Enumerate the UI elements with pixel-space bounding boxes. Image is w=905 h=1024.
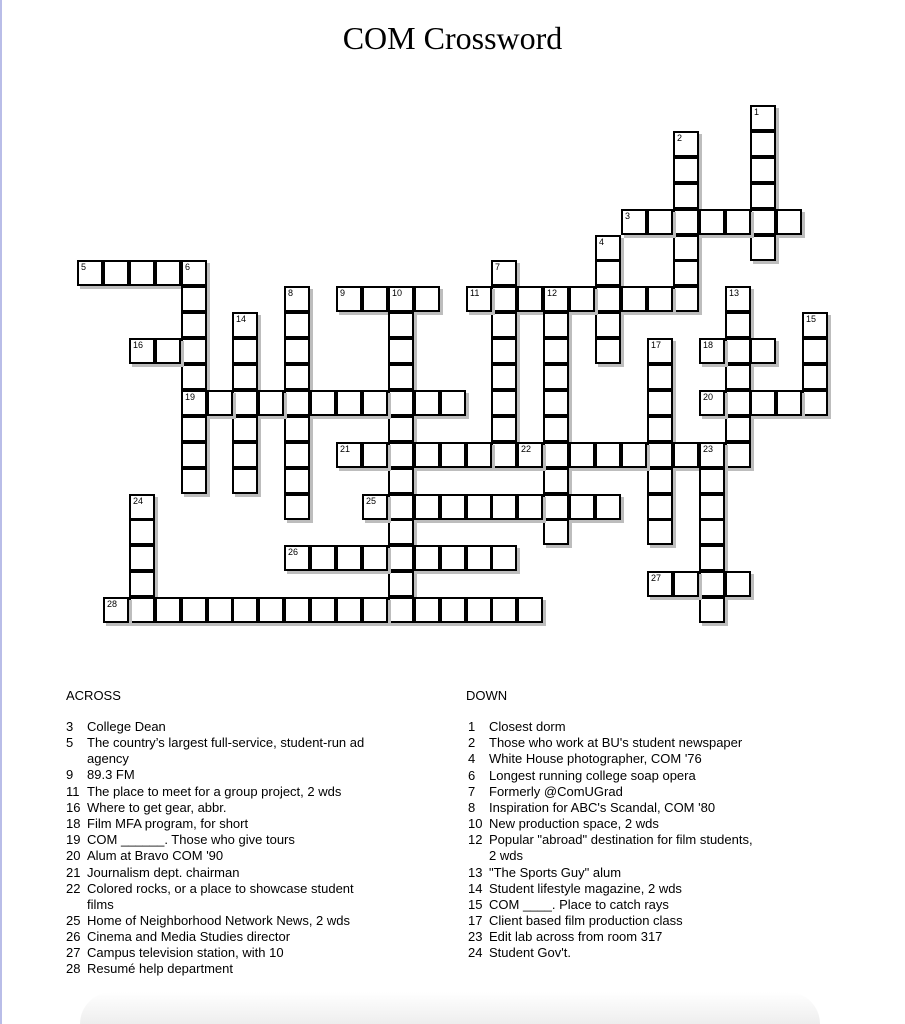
cell-number: 6: [185, 262, 191, 272]
grid-cell[interactable]: [750, 235, 776, 261]
cell-number: 8: [288, 288, 294, 298]
clue-text: Student lifestyle magazine, 2 wds: [489, 880, 682, 896]
down-clue-2: [468, 735, 758, 751]
cell-number: 25: [366, 496, 377, 506]
grid-cell[interactable]: [699, 338, 725, 364]
grid-cell[interactable]: [232, 390, 258, 416]
grid-cell[interactable]: [129, 519, 155, 545]
grid-cell[interactable]: [284, 597, 310, 623]
grid-cell[interactable]: [569, 442, 595, 468]
grid-cell[interactable]: [466, 494, 492, 520]
clue-number: 26: [66, 929, 81, 945]
grid-cell[interactable]: [155, 597, 181, 623]
clue-number: 3: [66, 719, 74, 734]
grid-cell[interactable]: [543, 338, 569, 364]
clue-number: 2: [468, 735, 476, 751]
grid-cell[interactable]: [284, 312, 310, 338]
clue-number: 1: [468, 719, 476, 734]
clue-number: 16: [66, 799, 81, 815]
grid-cell[interactable]: [595, 235, 621, 261]
grid-cell[interactable]: [750, 131, 776, 157]
grid-cell[interactable]: [725, 312, 751, 338]
grid-cell[interactable]: [103, 597, 129, 623]
grid-cell[interactable]: [725, 416, 751, 442]
grid-cell[interactable]: [647, 416, 673, 442]
grid-cell[interactable]: [673, 571, 699, 597]
grid-cell[interactable]: [310, 545, 336, 571]
clue-number: 18: [66, 815, 81, 831]
grid-cell[interactable]: [77, 260, 103, 286]
grid-cell[interactable]: [284, 416, 310, 442]
grid-cell[interactable]: [414, 286, 440, 312]
cell-number: 2: [677, 133, 683, 143]
clue-number: 17: [468, 913, 483, 929]
down-clue-13: [468, 865, 758, 881]
cell-number: 21: [340, 444, 351, 454]
clue-number: 6: [468, 767, 476, 783]
grid-cell[interactable]: [491, 416, 517, 442]
grid-cell[interactable]: [181, 468, 207, 494]
grid-cell[interactable]: [647, 442, 673, 468]
grid-cell[interactable]: [129, 545, 155, 571]
down-clue-8: [468, 800, 758, 816]
grid-cell[interactable]: [155, 260, 181, 286]
grid-cell[interactable]: [543, 312, 569, 338]
grid-cell[interactable]: [388, 364, 414, 390]
grid-cell[interactable]: [284, 286, 310, 312]
down-clue-1: [468, 719, 758, 735]
grid-cell[interactable]: [491, 494, 517, 520]
grid-cell[interactable]: [543, 519, 569, 545]
grid-cell[interactable]: [750, 209, 776, 235]
grid-cell[interactable]: [129, 260, 155, 286]
across-clue-18: [66, 816, 366, 832]
grid-cell[interactable]: [388, 519, 414, 545]
grid-cell[interactable]: [491, 597, 517, 623]
clue-text: Campus television station, with 10: [87, 945, 284, 961]
across-clue-11: [66, 784, 366, 800]
clue-number: 24: [468, 945, 483, 961]
cell-number: 13: [729, 288, 740, 298]
grid-cell[interactable]: [440, 494, 466, 520]
across-clue-19: [66, 832, 366, 848]
grid-cell[interactable]: [414, 597, 440, 623]
cell-number: 17: [651, 340, 662, 350]
grid-cell[interactable]: [181, 260, 207, 286]
grid-cell[interactable]: [725, 364, 751, 390]
cell-number: 15: [806, 314, 817, 324]
across-clue-21: [66, 865, 366, 881]
grid-cell[interactable]: [543, 416, 569, 442]
clue-number: 19: [66, 832, 81, 848]
clue-number: 23: [468, 929, 483, 945]
grid-cell[interactable]: [647, 209, 673, 235]
grid-cell[interactable]: [673, 235, 699, 261]
grid-cell[interactable]: [284, 442, 310, 468]
clue-text: COM ____. Place to catch rays: [489, 896, 669, 912]
grid-cell[interactable]: [517, 494, 543, 520]
clue-text: Edit lab across from room 317: [489, 929, 663, 945]
grid-cell[interactable]: [673, 442, 699, 468]
grid-cell[interactable]: [129, 338, 155, 364]
grid-cell[interactable]: [621, 209, 647, 235]
grid-cell[interactable]: [647, 571, 673, 597]
cell-number: 1: [754, 107, 760, 117]
across-heading: ACROSS: [66, 688, 121, 703]
clue-number: 25: [66, 912, 81, 928]
across-clue-16: [66, 800, 366, 816]
grid-cell[interactable]: [673, 183, 699, 209]
grid-cell[interactable]: [440, 390, 466, 416]
cell-number: 28: [107, 599, 118, 609]
grid-cell[interactable]: [569, 286, 595, 312]
grid-cell[interactable]: [595, 286, 621, 312]
grid-cell[interactable]: [491, 338, 517, 364]
grid-cell[interactable]: [129, 571, 155, 597]
grid-cell[interactable]: [388, 571, 414, 597]
grid-cell[interactable]: [750, 105, 776, 131]
grid-cell[interactable]: [207, 390, 233, 416]
clue-number: 8: [468, 799, 476, 815]
grid-cell[interactable]: [543, 494, 569, 520]
grid-cell[interactable]: [725, 390, 751, 416]
clue-text: Alum at Bravo COM '90: [87, 848, 224, 864]
grid-cell[interactable]: [440, 597, 466, 623]
grid-cell[interactable]: [725, 286, 751, 312]
cell-number: 19: [185, 392, 196, 402]
down-clue-15: [468, 897, 758, 913]
clue-number: 20: [66, 848, 81, 864]
clue-text: Cinema and Media Studies director: [87, 929, 291, 945]
grid-cell[interactable]: [543, 286, 569, 312]
grid-cell[interactable]: [699, 468, 725, 494]
grid-cell[interactable]: [181, 338, 207, 364]
clue-number: 13: [468, 864, 483, 880]
grid-cell[interactable]: [647, 364, 673, 390]
grid-cell[interactable]: [232, 597, 258, 623]
across-clue-20: [66, 848, 366, 864]
grid-cell[interactable]: [621, 286, 647, 312]
grid-cell[interactable]: [440, 442, 466, 468]
grid-cell[interactable]: [258, 597, 284, 623]
grid-cell[interactable]: [543, 442, 569, 468]
grid-cell[interactable]: [362, 494, 388, 520]
clue-number: 28: [66, 961, 81, 977]
cell-number: 12: [547, 288, 558, 298]
grid-cell[interactable]: [699, 597, 725, 623]
grid-cell[interactable]: [362, 286, 388, 312]
grid-cell[interactable]: [802, 312, 828, 338]
grid-cell[interactable]: [647, 494, 673, 520]
clue-text: COM ______. Those who give tours: [87, 832, 295, 848]
grid-cell[interactable]: [647, 338, 673, 364]
cell-number: 27: [651, 573, 662, 583]
grid-cell[interactable]: [750, 390, 776, 416]
clue-number: 14: [468, 880, 483, 896]
cell-number: 22: [521, 444, 532, 454]
clue-number: 15: [468, 896, 483, 912]
grid-cell[interactable]: [647, 286, 673, 312]
grid-cell[interactable]: [129, 494, 155, 520]
grid-cell[interactable]: [232, 338, 258, 364]
grid-cell[interactable]: [750, 183, 776, 209]
down-heading: DOWN: [466, 688, 508, 703]
grid-cell[interactable]: [181, 312, 207, 338]
grid-cell[interactable]: [232, 442, 258, 468]
clue-text: The place to meet for a group project, 2 wds: [87, 783, 342, 799]
clue-text: Journalism dept. chairman: [87, 864, 240, 880]
grid-cell[interactable]: [491, 364, 517, 390]
clue-text: "The Sports Guy" alum: [489, 864, 622, 880]
clue-text: Film MFA program, for short: [87, 815, 249, 831]
grid-cell[interactable]: [699, 209, 725, 235]
grid-cell[interactable]: [517, 286, 543, 312]
grid-cell[interactable]: [129, 597, 155, 623]
grid-cell[interactable]: [595, 442, 621, 468]
grid-cell[interactable]: [802, 364, 828, 390]
grid-cell[interactable]: [673, 286, 699, 312]
clue-number: 10: [468, 816, 483, 832]
clue-text: Those who work at BU's student newspaper: [489, 735, 743, 751]
grid-cell[interactable]: [336, 442, 362, 468]
grid-cell[interactable]: [440, 545, 466, 571]
down-clue-10: [468, 816, 758, 832]
clue-number: 9: [66, 767, 74, 783]
grid-cell[interactable]: [699, 545, 725, 571]
across-clue-22: [66, 881, 366, 913]
down-clue-14: [468, 881, 758, 897]
grid-cell[interactable]: [388, 390, 414, 416]
cell-number: 24: [133, 496, 144, 506]
grid-cell[interactable]: [725, 209, 751, 235]
across-clue-list: [66, 719, 366, 978]
clue-text: Closest dorm: [489, 719, 566, 734]
grid-cell[interactable]: [414, 390, 440, 416]
grid-cell[interactable]: [336, 390, 362, 416]
grid-cell[interactable]: [181, 390, 207, 416]
grid-cell[interactable]: [491, 545, 517, 571]
grid-cell[interactable]: [181, 416, 207, 442]
grid-cell[interactable]: [466, 597, 492, 623]
clue-text: Student Gov't.: [489, 945, 571, 961]
across-clue-3: [66, 719, 366, 735]
grid-cell[interactable]: [362, 390, 388, 416]
grid-cell[interactable]: [699, 571, 725, 597]
cell-number: 5: [81, 262, 87, 272]
cell-number: 18: [703, 340, 714, 350]
across-clue-28: [66, 961, 366, 977]
grid-cell[interactable]: [673, 131, 699, 157]
grid-cell[interactable]: [414, 494, 440, 520]
down-clue-6: [468, 768, 758, 784]
grid-cell[interactable]: [388, 468, 414, 494]
clue-number: 5: [66, 735, 74, 751]
grid-cell[interactable]: [466, 442, 492, 468]
grid-cell[interactable]: [802, 338, 828, 364]
clue-text: Home of Neighborhood Network News, 2 wds: [87, 912, 351, 928]
grid-cell[interactable]: [336, 286, 362, 312]
cell-number: 9: [340, 288, 346, 298]
clue-text: 89.3 FM: [87, 767, 135, 783]
clue-number: 22: [66, 880, 81, 896]
grid-cell[interactable]: [284, 494, 310, 520]
grid-cell[interactable]: [388, 416, 414, 442]
grid-cell[interactable]: [725, 338, 751, 364]
grid-cell[interactable]: [725, 442, 751, 468]
grid-cell[interactable]: [569, 494, 595, 520]
clue-text: Client based film production class: [489, 913, 683, 929]
grid-cell[interactable]: [232, 468, 258, 494]
grid-cell[interactable]: [284, 390, 310, 416]
grid-cell[interactable]: [776, 390, 802, 416]
cell-number: 11: [470, 288, 480, 298]
down-clue-24: [468, 945, 758, 961]
cell-number: 26: [288, 547, 299, 557]
cell-number: 16: [133, 340, 144, 350]
grid-cell[interactable]: [621, 442, 647, 468]
grid-cell[interactable]: [336, 597, 362, 623]
clue-number: 21: [66, 864, 81, 880]
clue-text: White House photographer, COM '76: [489, 751, 702, 767]
grid-cell[interactable]: [491, 442, 517, 468]
grid-cell[interactable]: [181, 364, 207, 390]
clue-number: 7: [468, 783, 476, 799]
clue-text: The country’s largest full-service, student-run ad agency: [87, 735, 365, 767]
grid-cell[interactable]: [181, 286, 207, 312]
grid-cell[interactable]: [232, 364, 258, 390]
grid-cell[interactable]: [802, 390, 828, 416]
clue-text: Resumé help department: [87, 961, 233, 977]
clue-number: 4: [468, 751, 476, 767]
clue-text: Longest running college soap opera: [489, 767, 696, 783]
down-clue-7: [468, 784, 758, 800]
grid-cell[interactable]: [388, 494, 414, 520]
grid-cell[interactable]: [699, 390, 725, 416]
grid-cell[interactable]: [362, 597, 388, 623]
grid-cell[interactable]: [699, 494, 725, 520]
grid-cell[interactable]: [673, 157, 699, 183]
grid-cell[interactable]: [362, 442, 388, 468]
grid-cell[interactable]: [699, 519, 725, 545]
grid-cell[interactable]: [750, 338, 776, 364]
down-clue-list: [468, 719, 758, 962]
cell-number: 23: [703, 444, 714, 454]
grid-cell[interactable]: [517, 597, 543, 623]
clue-number: 27: [66, 945, 81, 961]
cell-number: 14: [236, 314, 247, 324]
grid-cell[interactable]: [673, 260, 699, 286]
grid-cell[interactable]: [543, 468, 569, 494]
grid-cell[interactable]: [466, 286, 492, 312]
grid-cell[interactable]: [647, 519, 673, 545]
grid-cell[interactable]: [543, 390, 569, 416]
grid-cell[interactable]: [543, 364, 569, 390]
grid-cell[interactable]: [595, 338, 621, 364]
grid-cell[interactable]: [181, 442, 207, 468]
across-clue-5: [66, 735, 366, 767]
grid-cell[interactable]: [776, 209, 802, 235]
page-title: COM Crossword: [342, 20, 563, 56]
grid-cell[interactable]: [647, 390, 673, 416]
grid-cell[interactable]: [647, 468, 673, 494]
grid-cell[interactable]: [258, 390, 284, 416]
across-clue-27: [66, 945, 366, 961]
grid-cell[interactable]: [388, 545, 414, 571]
grid-cell[interactable]: [284, 338, 310, 364]
grid-cell[interactable]: [284, 468, 310, 494]
grid-cell[interactable]: [491, 390, 517, 416]
cell-number: 3: [625, 211, 631, 221]
cell-number: 7: [495, 262, 501, 272]
clue-number: 12: [468, 832, 483, 848]
grid-cell[interactable]: [388, 286, 414, 312]
clue-text: Popular "abroad" destination for film students, 2 wds: [489, 832, 753, 864]
clue-number: 11: [66, 783, 80, 799]
down-clue-12: [468, 832, 758, 864]
grid-cell[interactable]: [336, 545, 362, 571]
cell-number: 4: [599, 237, 605, 247]
grid-cell[interactable]: [388, 442, 414, 468]
grid-cell[interactable]: [414, 442, 440, 468]
grid-cell[interactable]: [595, 260, 621, 286]
clue-text: Colored rocks, or a place to showcase student films: [87, 880, 354, 912]
grid-cell[interactable]: [750, 157, 776, 183]
clue-text: New production space, 2 wds: [489, 816, 659, 832]
cell-number: 20: [703, 392, 714, 402]
across-clue-9: [66, 767, 366, 783]
grid-cell[interactable]: [595, 312, 621, 338]
grid-cell[interactable]: [466, 545, 492, 571]
grid-cell[interactable]: [362, 545, 388, 571]
bottom-shadow: [80, 992, 820, 1024]
grid-cell[interactable]: [310, 390, 336, 416]
grid-cell[interactable]: [207, 597, 233, 623]
grid-cell[interactable]: [699, 442, 725, 468]
grid-cell[interactable]: [595, 494, 621, 520]
across-clue-26: [66, 929, 366, 945]
cell-number: 10: [392, 288, 403, 298]
grid-cell[interactable]: [414, 545, 440, 571]
grid-cell[interactable]: [232, 416, 258, 442]
clue-text: Inspiration for ABC's Scandal, COM '80: [489, 799, 716, 815]
grid-cell[interactable]: [491, 286, 517, 312]
grid-cell[interactable]: [517, 442, 543, 468]
grid-cell[interactable]: [491, 312, 517, 338]
grid-cell[interactable]: [310, 597, 336, 623]
grid-cell[interactable]: [491, 260, 517, 286]
grid-cell[interactable]: [725, 571, 751, 597]
across-clue-25: [66, 913, 366, 929]
grid-cell[interactable]: [155, 338, 181, 364]
down-clue-23: [468, 929, 758, 945]
grid-cell[interactable]: [388, 338, 414, 364]
grid-cell[interactable]: [284, 364, 310, 390]
clue-text: Where to get gear, abbr.: [87, 799, 227, 815]
grid-cell[interactable]: [673, 209, 699, 235]
down-clue-17: [468, 913, 758, 929]
grid-cell[interactable]: [388, 597, 414, 623]
grid-cell[interactable]: [232, 312, 258, 338]
clue-text: College Dean: [87, 719, 166, 734]
grid-cell[interactable]: [181, 597, 207, 623]
grid-cell[interactable]: [103, 260, 129, 286]
grid-cell[interactable]: [388, 312, 414, 338]
grid-cell[interactable]: [284, 545, 310, 571]
clue-text: Formerly @ComUGrad: [489, 783, 623, 799]
down-clue-4: [468, 751, 758, 767]
